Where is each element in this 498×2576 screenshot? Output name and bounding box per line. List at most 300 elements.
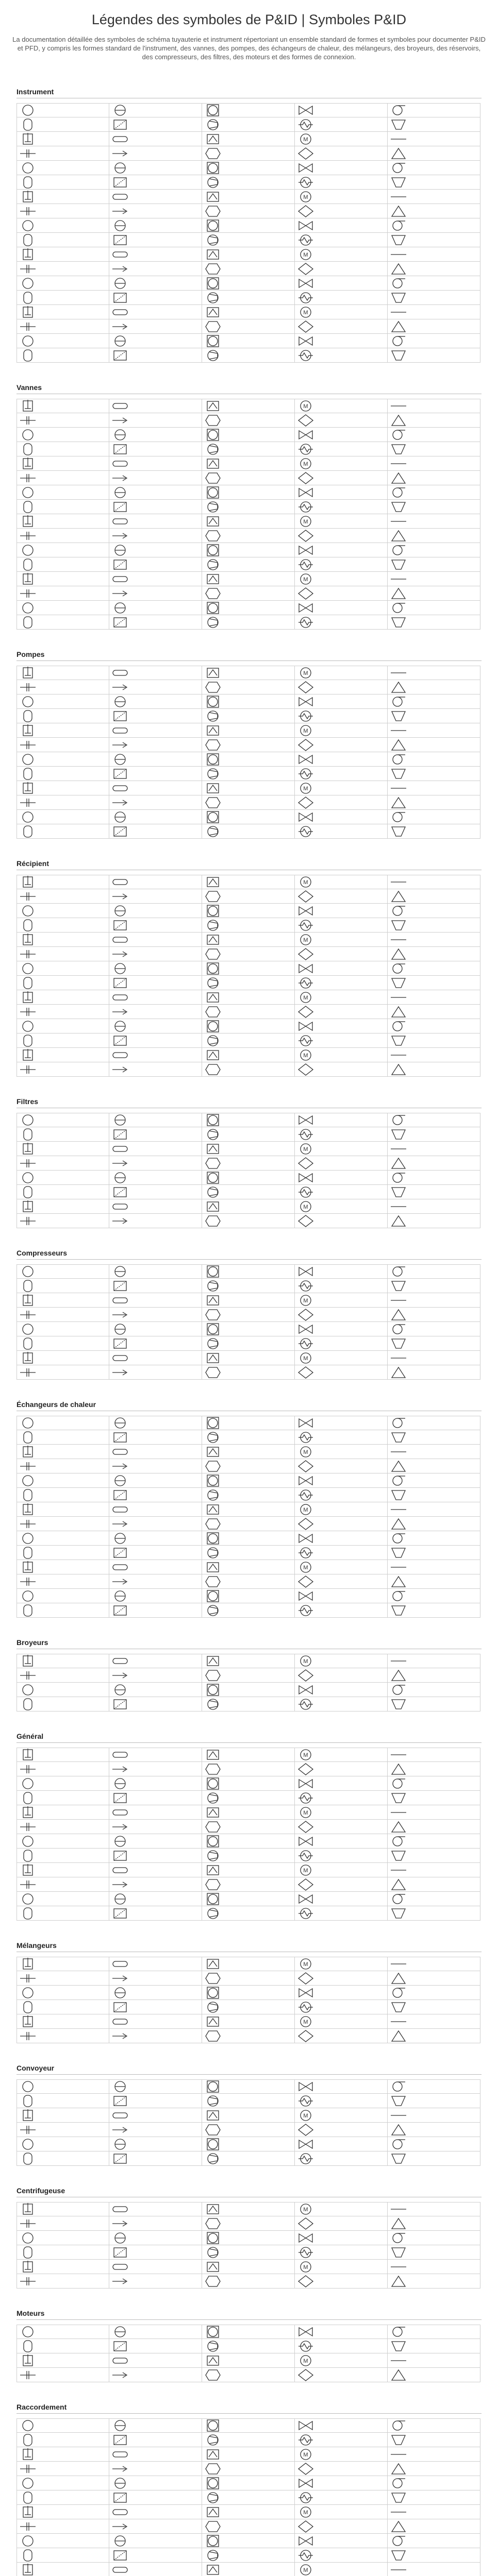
symbol-cell [16, 500, 109, 514]
diamond-icon [297, 947, 314, 961]
symbol-cell [202, 1589, 295, 1603]
vessel-icon [19, 2549, 37, 2562]
vessel-icon [19, 767, 37, 781]
symbol-cell [202, 738, 295, 752]
symbol-cell [109, 175, 202, 190]
symbol-cell [109, 1351, 202, 1365]
symbol-cell [202, 1171, 295, 1185]
symbol-cell [109, 961, 202, 976]
triangle-icon [390, 2217, 407, 2230]
symbol-cell [109, 1127, 202, 1142]
hexagon-icon [204, 1214, 222, 1228]
symbol-cell [295, 529, 388, 543]
motor-icon [297, 2563, 314, 2576]
symbol-cell [109, 781, 202, 795]
exchanger-icon [297, 2246, 314, 2259]
symbol-cell [295, 2094, 388, 2108]
motor-icon [297, 933, 314, 946]
compressor-icon [204, 1034, 222, 1047]
square-circle-icon [204, 428, 222, 442]
symbol-cell [202, 781, 295, 795]
square-circle-icon [204, 1683, 222, 1697]
symbol-cell [388, 1957, 480, 1971]
symbol-cell [109, 694, 202, 709]
circle-icon [19, 219, 37, 232]
vessel-icon [19, 1907, 37, 1920]
mixer-icon [19, 1503, 37, 1516]
symbol-cell [202, 1351, 295, 1365]
hexagon-icon [204, 2368, 222, 2382]
vessel-icon [19, 709, 37, 723]
hexagon-icon [204, 262, 222, 276]
square-circle-icon [204, 486, 222, 499]
valve-icon [297, 2325, 314, 2338]
symbol-cell [388, 933, 480, 947]
symbol-cell [388, 218, 480, 233]
square-circle-icon [204, 2138, 222, 2151]
centrifuge-icon [204, 991, 222, 1004]
mixer-icon [19, 457, 37, 470]
symbol-cell [16, 1156, 109, 1171]
compressor-icon [204, 919, 222, 932]
symbol-cell [202, 334, 295, 348]
symbol-cell [16, 204, 109, 218]
vessel-icon [19, 2094, 37, 2108]
symbol-cell [16, 2433, 109, 2447]
symbol-cell [202, 1654, 295, 1668]
symbol-cell [388, 2534, 480, 2548]
circle-icon [19, 1683, 37, 1697]
valve-icon [297, 753, 314, 766]
symbol-cell [202, 1033, 295, 1048]
symbol-cell [109, 456, 202, 471]
square-circle-icon [204, 1835, 222, 1848]
arrow-icon [111, 681, 129, 694]
exchanger-icon [297, 500, 314, 514]
symbol-cell [388, 1322, 480, 1336]
symbol-cell [109, 1185, 202, 1199]
circle-line-icon [111, 904, 129, 918]
centrifuge-icon [204, 875, 222, 889]
symbol-cell [109, 1142, 202, 1156]
crusher-icon [390, 1698, 407, 1711]
conveyor-icon [111, 2109, 129, 2122]
symbol-cell [16, 1863, 109, 1877]
symbol-cell [109, 500, 202, 514]
valve-icon [297, 544, 314, 557]
valve-icon [297, 1683, 314, 1697]
symbol-cell [295, 904, 388, 918]
symbol-cell [295, 132, 388, 146]
symbol-cell [202, 1805, 295, 1820]
symbol-cell [16, 1005, 109, 1019]
pipe-icon [390, 933, 407, 946]
square-circle-icon [204, 1777, 222, 1790]
pipe-icon [390, 190, 407, 204]
symbol-cell [202, 233, 295, 247]
circle-icon [19, 1532, 37, 1545]
symbol-cell [109, 1062, 202, 1077]
flange-icon [19, 1063, 37, 1076]
symbol-cell [388, 1697, 480, 1711]
symbol-cell [109, 1502, 202, 1517]
symbol-cell [109, 1308, 202, 1322]
mixer-icon [19, 1294, 37, 1307]
symbol-cell [16, 2108, 109, 2123]
hexagon-icon [204, 2275, 222, 2288]
symbol-cell [295, 795, 388, 810]
symbol-cell [109, 1546, 202, 1560]
symbol-cell [109, 1820, 202, 1834]
crusher-icon [390, 1849, 407, 1862]
symbol-cell [109, 2505, 202, 2519]
symbol-cell [16, 1603, 109, 1618]
symbol-cell [388, 1834, 480, 1849]
symbol-cell [388, 204, 480, 218]
hexagon-icon [204, 2029, 222, 2043]
symbol-cell [202, 1560, 295, 1574]
symbol-cell [295, 2368, 388, 2382]
exchanger-icon [297, 349, 314, 362]
mixer-icon [19, 1806, 37, 1819]
motor-icon [297, 1863, 314, 1877]
symbol-cell [202, 961, 295, 976]
symbol-cell [202, 543, 295, 557]
circle-icon [19, 810, 37, 824]
circle-icon [19, 695, 37, 708]
centrifuge-icon [204, 724, 222, 737]
symbol-cell [388, 146, 480, 161]
symbol-cell [16, 1214, 109, 1228]
symbol-cell [202, 413, 295, 428]
circle-icon [19, 1589, 37, 1603]
symbol-cell [388, 1264, 480, 1279]
circle-icon [19, 2419, 37, 2432]
circle-line-icon [111, 1113, 129, 1127]
conveyor-icon [111, 2202, 129, 2216]
symbol-cell [388, 586, 480, 601]
symbol-cell [388, 175, 480, 190]
centrifuge-icon [204, 782, 222, 795]
filter-icon [111, 2491, 129, 2504]
symbol-cell [295, 291, 388, 305]
circle-line-icon [111, 219, 129, 232]
symbol-cell [295, 1142, 388, 1156]
symbol-cell [202, 117, 295, 132]
symbol-cell [388, 2462, 480, 2476]
symbol-cell [16, 1365, 109, 1380]
triangle-icon [390, 1517, 407, 1531]
symbol-cell [295, 2476, 388, 2490]
circle-line-icon [111, 1777, 129, 1790]
svg-text:M: M [303, 1564, 308, 1571]
symbol-cell [388, 976, 480, 990]
symbol-cell [388, 543, 480, 557]
flange-icon [19, 320, 37, 333]
symbol-cell [295, 666, 388, 680]
vessel-icon [19, 500, 37, 514]
symbol-cell [109, 666, 202, 680]
symbol-cell [16, 1459, 109, 1473]
circle-line-icon [111, 1020, 129, 1033]
symbol-cell [109, 2202, 202, 2216]
symbol-cell [388, 2563, 480, 2576]
mixer-icon [19, 2505, 37, 2519]
symbol-cell [295, 2418, 388, 2433]
pump-icon [390, 601, 407, 615]
symbol-cell [388, 795, 480, 810]
symbol-cell [16, 680, 109, 694]
pump-icon [390, 2325, 407, 2338]
symbol-cell [202, 666, 295, 680]
diamond-icon [297, 738, 314, 752]
svg-text:M: M [303, 2451, 308, 2458]
symbol-cell [202, 442, 295, 456]
conveyor-icon [111, 1748, 129, 1761]
symbol-cell [16, 1560, 109, 1574]
symbol-cell [109, 1683, 202, 1697]
symbol-cell [388, 1849, 480, 1863]
circle-line-icon [111, 1683, 129, 1697]
centrifuge-icon [204, 1957, 222, 1971]
hexagon-icon [204, 1005, 222, 1019]
diamond-icon [297, 1762, 314, 1776]
symbol-cell [109, 1445, 202, 1459]
symbol-cell [202, 601, 295, 615]
circle-icon [19, 1323, 37, 1336]
symbol-cell [16, 2519, 109, 2534]
symbol-cell [388, 694, 480, 709]
symbol-cell [202, 161, 295, 175]
symbol-cell [295, 175, 388, 190]
circle-line-icon [111, 1986, 129, 1999]
diamond-icon [297, 147, 314, 160]
symbol-cell [109, 1892, 202, 1906]
symbol-cell [295, 2108, 388, 2123]
symbol-cell [388, 572, 480, 586]
flange-icon [19, 1762, 37, 1776]
crusher-icon [390, 1604, 407, 1617]
symbol-cell [109, 767, 202, 781]
symbol-cell [295, 2462, 388, 2476]
filter-icon [111, 1604, 129, 1617]
motor-icon [297, 2202, 314, 2216]
mixer-icon [19, 1445, 37, 1459]
vessel-icon [19, 233, 37, 247]
symbol-cell [109, 976, 202, 990]
compressor-icon [204, 176, 222, 189]
hexagon-icon [204, 1366, 222, 1379]
symbol-cell [109, 586, 202, 601]
section-title: Instrument [16, 88, 54, 96]
symbol-cell [202, 976, 295, 990]
exchanger-icon [297, 1431, 314, 1444]
mixer-icon [19, 248, 37, 261]
symbol-cell [109, 1005, 202, 1019]
flange-icon [19, 205, 37, 218]
symbol-cell [16, 146, 109, 161]
symbol-cell [109, 572, 202, 586]
symbol-cell [295, 1351, 388, 1365]
valve-icon [297, 810, 314, 824]
symbol-cell [295, 1849, 388, 1863]
circle-line-icon [111, 2138, 129, 2151]
section-title: Broyeurs [16, 1638, 48, 1647]
symbol-cell [202, 262, 295, 276]
compressor-icon [204, 616, 222, 629]
symbol-cell [388, 1488, 480, 1502]
symbol-cell [388, 1048, 480, 1062]
symbol-cell [109, 1697, 202, 1711]
symbol-cell [16, 1957, 109, 1971]
symbol-cell [202, 2368, 295, 2382]
symbol-cell [16, 875, 109, 889]
motor-icon [297, 306, 314, 319]
valve-icon [297, 1171, 314, 1184]
compressor-icon [204, 1907, 222, 1920]
symbol-cell [16, 2505, 109, 2519]
hexagon-icon [204, 1972, 222, 1985]
svg-text:M: M [303, 2207, 308, 2213]
square-circle-icon [204, 1986, 222, 1999]
hexagon-icon [204, 681, 222, 694]
triangle-icon [390, 1063, 407, 1076]
filter-icon [111, 976, 129, 990]
filter-icon [111, 825, 129, 838]
symbol-cell [16, 1062, 109, 1077]
symbol-grid [16, 2202, 482, 2289]
symbol-cell [388, 2490, 480, 2505]
flange-icon [19, 1878, 37, 1891]
centrifuge-icon [204, 1142, 222, 1156]
crusher-icon [390, 976, 407, 990]
pipe-icon [390, 2202, 407, 2216]
diamond-icon [297, 2368, 314, 2382]
symbol-cell [109, 2245, 202, 2260]
symbol-cell [16, 413, 109, 428]
compressor-icon [204, 2549, 222, 2562]
symbol-cell [16, 247, 109, 262]
motor-icon [297, 1503, 314, 1516]
symbol-cell [202, 615, 295, 630]
symbol-cell [109, 348, 202, 363]
flange-icon [19, 2520, 37, 2533]
symbol-cell [109, 1322, 202, 1336]
symbol-cell [295, 1488, 388, 1502]
symbol-cell [388, 1748, 480, 1762]
conveyor-icon [111, 1048, 129, 1062]
symbol-cell [109, 485, 202, 500]
symbol-cell [295, 2202, 388, 2216]
square-circle-icon [204, 1265, 222, 1278]
exchanger-icon [297, 2001, 314, 2014]
compressor-icon [204, 291, 222, 304]
symbol-grid [16, 1654, 482, 1711]
circle-icon [19, 1835, 37, 1848]
symbol-cell [388, 990, 480, 1005]
centrifuge-icon [204, 666, 222, 680]
circle-line-icon [111, 2080, 129, 2093]
symbol-cell [295, 1459, 388, 1473]
circle-icon [19, 1020, 37, 1033]
circle-icon [19, 1986, 37, 1999]
compressor-icon [204, 2246, 222, 2259]
symbol-cell [16, 781, 109, 795]
svg-text:M: M [303, 251, 308, 258]
triangle-icon [390, 2520, 407, 2533]
symbol-cell [16, 1445, 109, 1459]
section [0, 1638, 498, 1711]
symbol-cell [16, 319, 109, 334]
pipe-icon [390, 2109, 407, 2122]
square-circle-icon [204, 2080, 222, 2093]
triangle-icon [390, 529, 407, 543]
symbol-cell [16, 1502, 109, 1517]
triangle-icon [390, 320, 407, 333]
symbol-cell [295, 2245, 388, 2260]
centrifuge-icon [204, 1806, 222, 1819]
symbol-cell [295, 1531, 388, 1546]
symbol-cell [109, 1971, 202, 1986]
symbol-cell [16, 601, 109, 615]
hexagon-icon [204, 2462, 222, 2476]
circle-line-icon [111, 753, 129, 766]
compressor-icon [204, 443, 222, 456]
symbol-cell [388, 1185, 480, 1199]
exchanger-icon [297, 2152, 314, 2165]
exchanger-icon [297, 767, 314, 781]
section-title: Récipient [16, 859, 49, 868]
hexagon-icon [204, 2217, 222, 2230]
circle-icon [19, 2477, 37, 2490]
symbol-cell [16, 103, 109, 117]
symbol-cell [109, 218, 202, 233]
symbol-cell [388, 2079, 480, 2094]
symbol-cell [388, 1986, 480, 2000]
symbol-cell [202, 247, 295, 262]
arrow-icon [111, 890, 129, 903]
symbol-cell [295, 442, 388, 456]
hexagon-icon [204, 796, 222, 809]
pipe-icon [390, 2354, 407, 2367]
crusher-icon [390, 2094, 407, 2108]
symbol-cell [295, 586, 388, 601]
symbol-cell [202, 2202, 295, 2216]
compressor-icon [204, 1128, 222, 1141]
pipe-icon [390, 1561, 407, 1574]
symbol-cell [388, 557, 480, 572]
symbol-cell [295, 2490, 388, 2505]
symbol-cell [388, 413, 480, 428]
symbol-cell [16, 1805, 109, 1820]
symbol-cell [388, 2447, 480, 2462]
symbol-cell [202, 1863, 295, 1877]
symbol-cell [202, 2447, 295, 2462]
symbol-cell [16, 795, 109, 810]
pump-icon [390, 904, 407, 918]
symbol-cell [109, 305, 202, 319]
symbol-cell [295, 1906, 388, 1921]
symbol-grid [16, 1957, 482, 2043]
symbol-cell [388, 428, 480, 442]
symbol-cell [388, 1517, 480, 1531]
symbol-cell [16, 1877, 109, 1892]
symbol-cell [16, 2231, 109, 2245]
symbol-cell [388, 2202, 480, 2216]
symbol-cell [295, 1171, 388, 1185]
symbol-cell [16, 1906, 109, 1921]
triangle-icon [390, 2462, 407, 2476]
